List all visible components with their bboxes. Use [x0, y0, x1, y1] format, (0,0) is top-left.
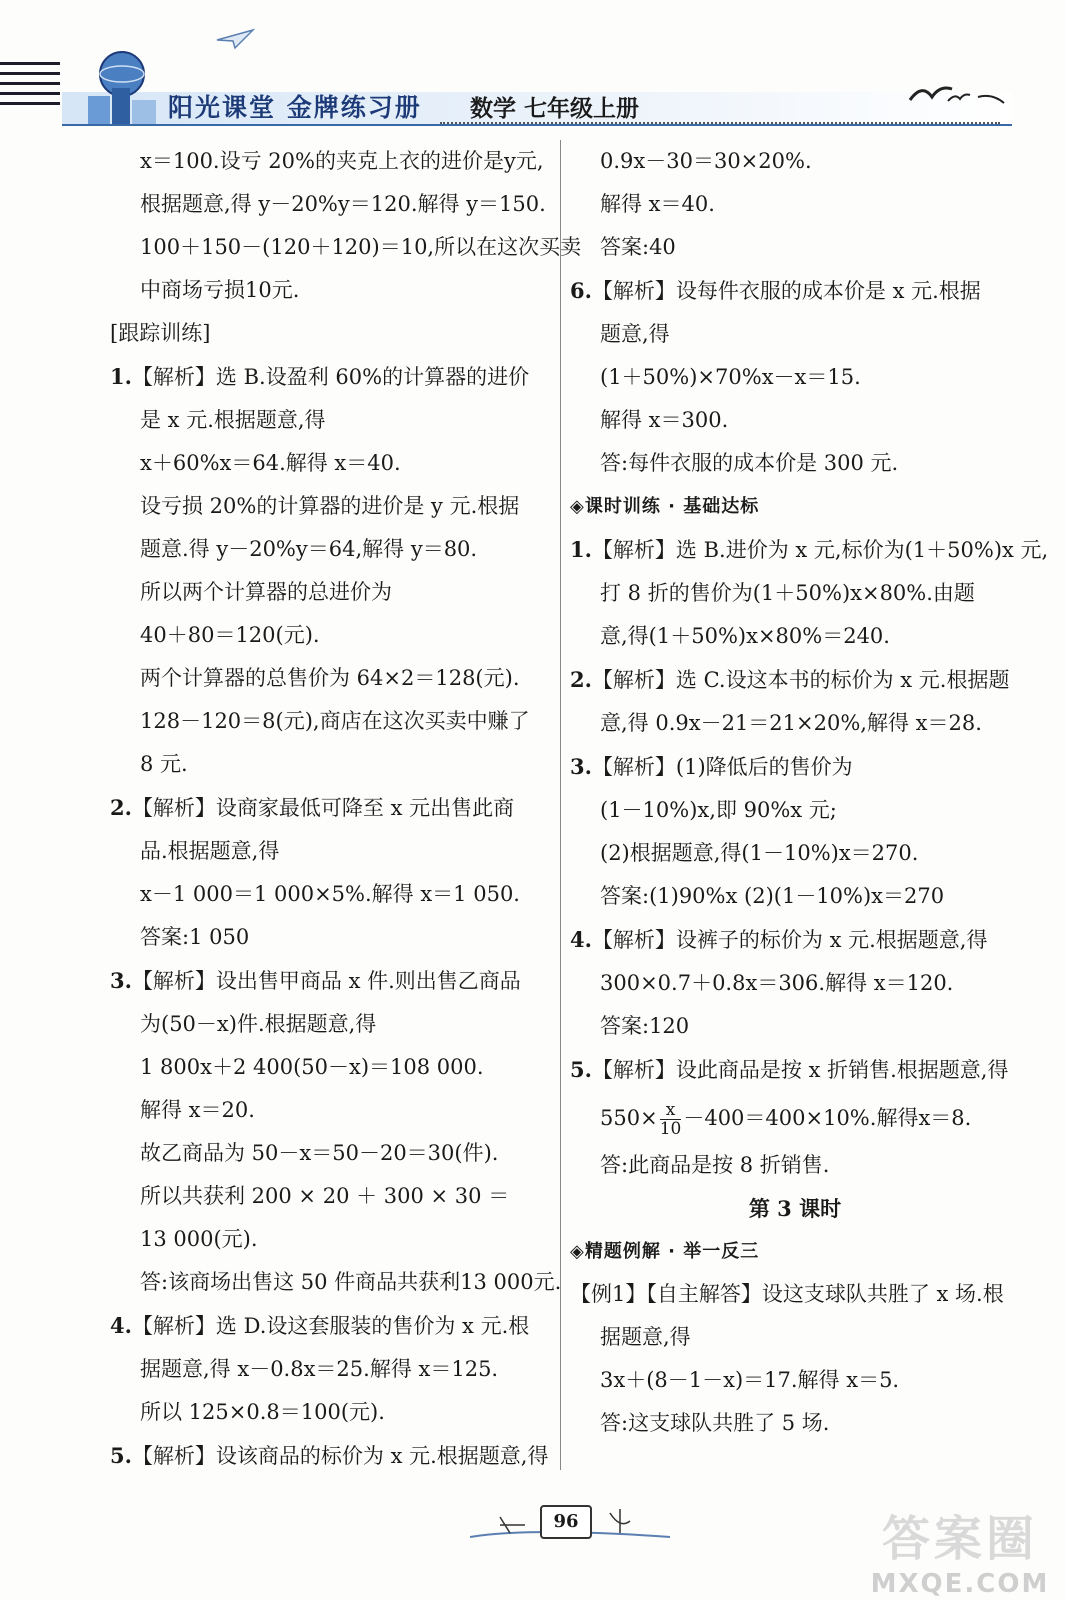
text-line — [110, 312, 550, 355]
book-subject: 数学 七年级上册 — [470, 96, 640, 122]
line-text: 答案:1 050 — [140, 925, 250, 949]
text-line — [570, 702, 1020, 745]
text-line — [110, 614, 550, 657]
text-line — [570, 1273, 1020, 1316]
text-line — [110, 1391, 550, 1434]
line-text: 打 8 折的售价为(1＋50%)x×80%.由题 — [600, 581, 975, 605]
line-text: x＋60%x＝64.解得 x＝40. — [140, 451, 401, 475]
line-text: 题意.得 y－20%y＝64,解得 y＝80. — [140, 537, 478, 561]
question-number: 6. — [570, 278, 592, 303]
text-line — [110, 1003, 550, 1046]
text-line — [110, 485, 550, 528]
text-line — [110, 1218, 550, 1261]
header-stripes — [0, 62, 60, 122]
text-line — [570, 183, 1020, 226]
line-text: 【解析】选 C.设这本书的标价为 x 元.根据题 — [591, 668, 1010, 692]
question-line — [570, 269, 1020, 313]
question-number: 4. — [110, 1313, 132, 1338]
line-text: 答:这支球队共胜了 5 场. — [600, 1411, 830, 1435]
question-number: 3. — [570, 754, 592, 779]
text-line — [570, 875, 1020, 918]
text-line — [110, 1348, 550, 1391]
line-text: 所以两个计算器的总进价为 — [140, 580, 392, 604]
text-line — [570, 1402, 1020, 1445]
line-text: 答:每件衣服的成本价是 300 元. — [600, 451, 899, 475]
line-text: 中商场亏损10元. — [140, 278, 300, 302]
text-line — [570, 615, 1020, 658]
line-text: 8 元. — [140, 752, 188, 776]
line-text: 意,得 0.9x－21＝21×20%,解得 x＝28. — [600, 711, 982, 735]
line-text: (1－10%)x,即 90%x 元; — [600, 798, 837, 822]
question-line — [570, 918, 1020, 962]
line-text: 【解析】设每件衣服的成本价是 x 元.根据 — [591, 279, 981, 303]
line-text: 【解析】设出售甲商品 x 件.则出售乙商品 — [131, 969, 521, 993]
question-number: 2. — [110, 795, 132, 820]
text-line — [110, 226, 582, 269]
watermark-text: 答案圈 — [881, 1511, 1038, 1567]
text-line — [570, 399, 1020, 442]
line-text: 解得 x＝40. — [600, 192, 715, 216]
line-text: (2)根据题意,得(1－10%)x＝270. — [600, 841, 919, 865]
section-heading: ◈精题例解 · 举一反三 — [570, 1241, 760, 1262]
text-line — [570, 442, 1020, 485]
fraction-numerator: x — [660, 1101, 682, 1120]
text-line — [110, 442, 550, 485]
globe-logo-icon — [80, 38, 170, 128]
text-line — [570, 1005, 1020, 1048]
text-line — [110, 916, 550, 959]
text-line — [570, 1316, 1020, 1359]
question-number: 5. — [110, 1443, 132, 1468]
text-line — [570, 1359, 1020, 1402]
fraction-after: －400＝400×10%.解得x＝8. — [683, 1106, 972, 1130]
line-text: 是 x 元.根据题意,得 — [140, 408, 326, 432]
line-text: 1 800x＋2 400(50－x)＝108 000. — [140, 1055, 484, 1079]
line-text: 128－120＝8(元),商店在这次买卖中赚了 — [140, 709, 530, 733]
question-number: 3. — [110, 968, 132, 993]
line-text: 【例1】【自主解答】设这支球队共胜了 x 场.根 — [570, 1282, 1004, 1306]
text-line — [110, 571, 550, 614]
text-line — [570, 832, 1020, 875]
line-text: 两个计算器的总售价为 64×2＝128(元). — [140, 666, 520, 690]
line-text: 0.9x－30＝30×20%. — [600, 149, 812, 173]
question-number: 1. — [110, 364, 132, 389]
line-text: 【解析】(1)降低后的售价为 — [591, 755, 853, 779]
question-line — [110, 959, 550, 1003]
line-text: 3x＋(8－1－x)＝17.解得 x＝5. — [600, 1368, 900, 1392]
left-column — [110, 140, 582, 1478]
text-line — [110, 140, 550, 183]
text-line — [110, 399, 550, 442]
question-line — [570, 528, 1049, 572]
text-line — [110, 1089, 550, 1132]
line-text: (1＋50%)×70%x－x＝15. — [600, 365, 861, 389]
line-text: 13 000(元). — [140, 1227, 258, 1251]
line-text: x＝100.设亏 20%的夹克上衣的进价是y元, — [140, 149, 544, 173]
column-divider — [560, 140, 561, 1470]
paper-plane-icon — [215, 28, 255, 50]
line-text: 题意,得 — [600, 322, 670, 346]
page-header — [0, 0, 1066, 140]
question-number: 1. — [570, 537, 592, 562]
text-line — [570, 572, 1020, 615]
line-text: 300×0.7＋0.8x＝306.解得 x＝120. — [600, 971, 954, 995]
text-line — [570, 962, 1020, 1005]
line-text: 所以共获利 200 × 20 ＋ 300 × 30 ＝ — [140, 1184, 510, 1208]
line-text: 【解析】设裤子的标价为 x 元.根据题意,得 — [591, 928, 988, 952]
text-line — [570, 226, 1020, 269]
line-text: 意,得(1＋50%)x×80%＝240. — [600, 624, 890, 648]
text-line — [110, 743, 550, 786]
text-line — [110, 528, 550, 571]
text-line — [570, 789, 1020, 832]
question-line — [570, 745, 1020, 789]
line-text: 40＋80＝120(元). — [140, 623, 320, 647]
question-line — [110, 786, 550, 830]
fraction-denominator: 10 — [659, 1119, 682, 1139]
line-text: x－1 000＝1 000×5%.解得 x＝1 050. — [140, 882, 520, 906]
line-text: [跟踪训练] — [110, 321, 211, 345]
section-heading: ◈课时训练 · 基础达标 — [570, 496, 760, 517]
text-line — [570, 356, 1020, 399]
line-text: 【解析】设该商品的标价为 x 元.根据题意,得 — [131, 1444, 549, 1468]
text-line — [110, 1132, 550, 1175]
watermark-url: MXQE.COM — [870, 1569, 1050, 1599]
line-text: 所以 125×0.8＝100(元). — [140, 1400, 385, 1424]
question-number: 5. — [570, 1057, 592, 1082]
question-line — [110, 1304, 550, 1348]
text-line — [110, 700, 550, 743]
line-text: 据题意,得 — [600, 1325, 691, 1349]
line-text: 为(50－x)件.根据题意,得 — [140, 1012, 377, 1036]
line-text: 100＋150－(120＋120)＝10,所以在这次买卖 — [140, 235, 582, 259]
page-footer — [470, 1503, 670, 1543]
text-line — [110, 1175, 550, 1218]
watermark — [860, 1500, 1060, 1599]
fraction-equation-line — [570, 1092, 1020, 1144]
right-column — [570, 140, 1049, 1445]
line-text: 根据题意,得 y－20%y＝120.解得 y＝150. — [140, 192, 546, 216]
line-text: 品.根据题意,得 — [140, 839, 280, 863]
question-number: 4. — [570, 927, 592, 952]
line-text: 答:此商品是按 8 折销售. — [600, 1153, 830, 1177]
text-line — [110, 1261, 562, 1304]
line-text: 解得 x＝20. — [140, 1098, 255, 1122]
question-line — [570, 1048, 1020, 1092]
text-line — [110, 1046, 550, 1089]
line-text: 设亏损 20%的计算器的进价是 y 元.根据 — [140, 494, 520, 518]
text-line — [570, 1144, 1020, 1187]
line-text: 答案:120 — [600, 1014, 690, 1038]
text-line — [110, 657, 550, 700]
line-text: 【解析】选 D.设这套服装的售价为 x 元.根 — [131, 1314, 530, 1338]
book-title: 阳光课堂 金牌练习册 — [168, 93, 422, 122]
line-text: 据题意,得 x－0.8x＝25.解得 x＝125. — [140, 1357, 499, 1381]
line-text: 答:该商场出售这 50 件商品共获利13 000元. — [140, 1270, 562, 1294]
text-line — [570, 140, 1020, 183]
question-number: 2. — [570, 667, 592, 692]
lesson-title: 第 3 课时 — [748, 1196, 842, 1221]
line-text: 故乙商品为 50－x＝50－20＝30(件). — [140, 1141, 499, 1165]
text-line — [110, 269, 550, 312]
line-text: 答案:40 — [600, 235, 676, 259]
text-line — [110, 830, 550, 873]
question-line — [110, 355, 550, 399]
question-line — [110, 1434, 550, 1478]
text-line — [110, 183, 550, 226]
line-text: 解得 x＝300. — [600, 408, 729, 432]
text-line — [570, 313, 1020, 356]
text-line — [110, 873, 550, 916]
fraction — [660, 1101, 682, 1138]
fraction-before: 550× — [600, 1106, 658, 1130]
page-number: 96 — [540, 1505, 592, 1539]
birds-icon — [900, 75, 1010, 125]
line-text: 【解析】选 B.进价为 x 元,标价为(1＋50%)x 元, — [591, 538, 1049, 562]
line-text: 【解析】选 B.设盈利 60%的计算器的进价 — [131, 365, 530, 389]
line-text: 【解析】设此商品是按 x 折销售.根据题意,得 — [591, 1058, 1009, 1082]
line-text: 答案:(1)90%x (2)(1－10%)x＝270 — [600, 884, 945, 908]
question-line — [570, 658, 1020, 702]
line-text: 【解析】设商家最低可降至 x 元出售此商 — [131, 796, 515, 820]
